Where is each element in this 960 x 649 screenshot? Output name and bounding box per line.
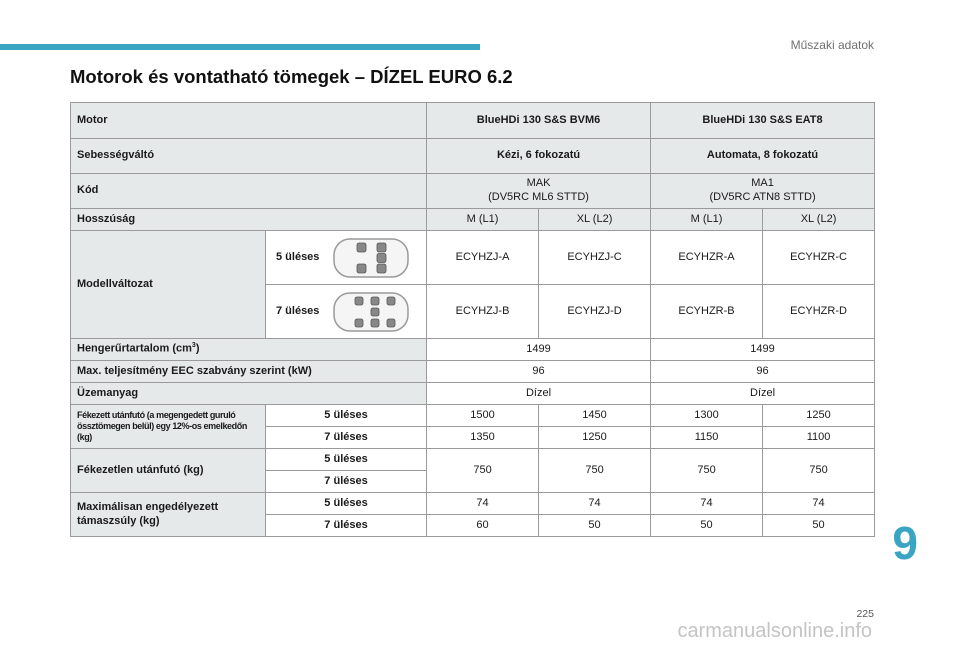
unbraked-value: 750 (763, 449, 875, 493)
braked-value: 1150 (651, 427, 763, 449)
seats-label: 7 üléses (266, 427, 427, 449)
table-row-power (71, 361, 875, 383)
row-label: Fékezetlen utánfutó (kg) (71, 449, 266, 493)
displacement-label-end: ) (195, 342, 200, 355)
table-row-motor (71, 103, 875, 139)
seats-label: 7 üléses (276, 304, 320, 317)
seat-layout-5-icon (333, 237, 409, 279)
code-main: MAK (526, 177, 551, 190)
code-detail: (DV5RC ML6 STTD) (488, 191, 589, 203)
row-label: Motor (71, 103, 427, 139)
variant-code: ECYHZR-B (651, 285, 763, 339)
seats-label: 7 üléses (266, 515, 427, 537)
braked-value: 1250 (763, 405, 875, 427)
fuel-value: Dízel (651, 383, 875, 405)
unbraked-value: 750 (427, 449, 539, 493)
braked-value: 1100 (763, 427, 875, 449)
code-value (651, 174, 875, 209)
code-value (427, 174, 651, 209)
noseweight-value: 50 (651, 515, 763, 537)
gearbox-value: Kézi, 6 fokozatú (427, 139, 651, 174)
braked-value: 1500 (427, 405, 539, 427)
noseweight-value: 74 (427, 493, 539, 515)
length-value: M (L1) (427, 209, 539, 231)
noseweight-value: 50 (539, 515, 651, 537)
seats-label: 7 üléses (266, 471, 427, 493)
seats-label: 5 üléses (266, 449, 427, 471)
variant-code: ECYHZR-C (763, 231, 875, 285)
variant-code: ECYHZJ-C (539, 231, 651, 285)
power-value: 96 (427, 361, 651, 383)
table-row-code (71, 174, 875, 209)
engine-name: BlueHDi 130 S&S BVM6 (427, 103, 651, 139)
seats-label: 5 üléses (266, 405, 427, 427)
seats-cell (266, 231, 427, 285)
seats-label: 5 üléses (276, 250, 320, 263)
braked-value: 1350 (427, 427, 539, 449)
displacement-label: Hengerűrtartalom (cm (77, 342, 192, 355)
row-label (71, 493, 266, 537)
variant-code: ECYHZR-A (651, 231, 763, 285)
seats-7 (276, 291, 409, 333)
noseweight-label-line1: Maximálisan engedélyezett (77, 500, 219, 513)
braked-value: 1300 (651, 405, 763, 427)
noseweight-value: 74 (763, 493, 875, 515)
table-row-variant-5 (71, 231, 875, 285)
noseweight-value: 50 (763, 515, 875, 537)
code-detail: (DV5RC ATN8 STTD) (709, 191, 816, 203)
row-label: Üzemanyag (71, 383, 427, 405)
row-label (71, 339, 427, 361)
variant-code: ECYHZJ-A (427, 231, 539, 285)
noseweight-value: 74 (539, 493, 651, 515)
fuel-value: Dízel (427, 383, 651, 405)
table-row-gearbox (71, 139, 875, 174)
noseweight-value: 74 (651, 493, 763, 515)
braked-value: 1450 (539, 405, 651, 427)
table-row-length (71, 209, 875, 231)
table-row-fuel (71, 383, 875, 405)
braked-value: 1250 (539, 427, 651, 449)
row-label: Max. teljesítmény EEC szabvány szerint (kW) (71, 361, 427, 383)
engine-spec-table (70, 102, 875, 537)
unit-superscript: 3 (191, 342, 196, 350)
code-main: MA1 (751, 177, 774, 190)
displacement-value: 1499 (427, 339, 651, 361)
table-row-noseweight-5 (71, 493, 875, 515)
braked-label-line2: össztömegen belül) egy 12%-os emelkedőn (kg) (77, 420, 247, 443)
displacement-value: 1499 (651, 339, 875, 361)
seat-layout-7-icon (333, 291, 409, 333)
variant-code: ECYHZJ-D (539, 285, 651, 339)
noseweight-value: 60 (427, 515, 539, 537)
noseweight-label-line2: támaszsúly (kg) (77, 514, 160, 527)
gearbox-value: Automata, 8 fokozatú (651, 139, 875, 174)
accent-bar (0, 44, 480, 50)
seats-5 (276, 237, 409, 279)
section-title: Műszaki adatok (790, 38, 874, 52)
page-title: Motorok és vontatható tömegek – DÍZEL EURO 6.2 (70, 66, 513, 87)
length-value: XL (L2) (763, 209, 875, 231)
length-value: XL (L2) (539, 209, 651, 231)
table-row-braked-5 (71, 405, 875, 427)
power-value: 96 (651, 361, 875, 383)
page-number: 225 (856, 608, 874, 620)
unbraked-value: 750 (539, 449, 651, 493)
row-label: Hosszúság (71, 209, 427, 231)
row-label: Kód (71, 174, 427, 209)
table-row-unbraked-5 (71, 449, 875, 471)
length-value: M (L1) (651, 209, 763, 231)
seats-cell (266, 285, 427, 339)
engine-name: BlueHDi 130 S&S EAT8 (651, 103, 875, 139)
row-label: Sebességváltó (71, 139, 427, 174)
row-label (71, 405, 266, 449)
braked-label-line1: Fékezett utánfutó (a megengedett guruló (77, 409, 236, 420)
table-row-displacement (71, 339, 875, 361)
seats-label: 5 üléses (266, 493, 427, 515)
unbraked-value: 750 (651, 449, 763, 493)
row-label: Modellváltozat (71, 231, 266, 339)
variant-code: ECYHZR-D (763, 285, 875, 339)
variant-code: ECYHZJ-B (427, 285, 539, 339)
watermark: carmanualsonline.info (677, 620, 872, 642)
chapter-number: 9 (892, 517, 918, 569)
